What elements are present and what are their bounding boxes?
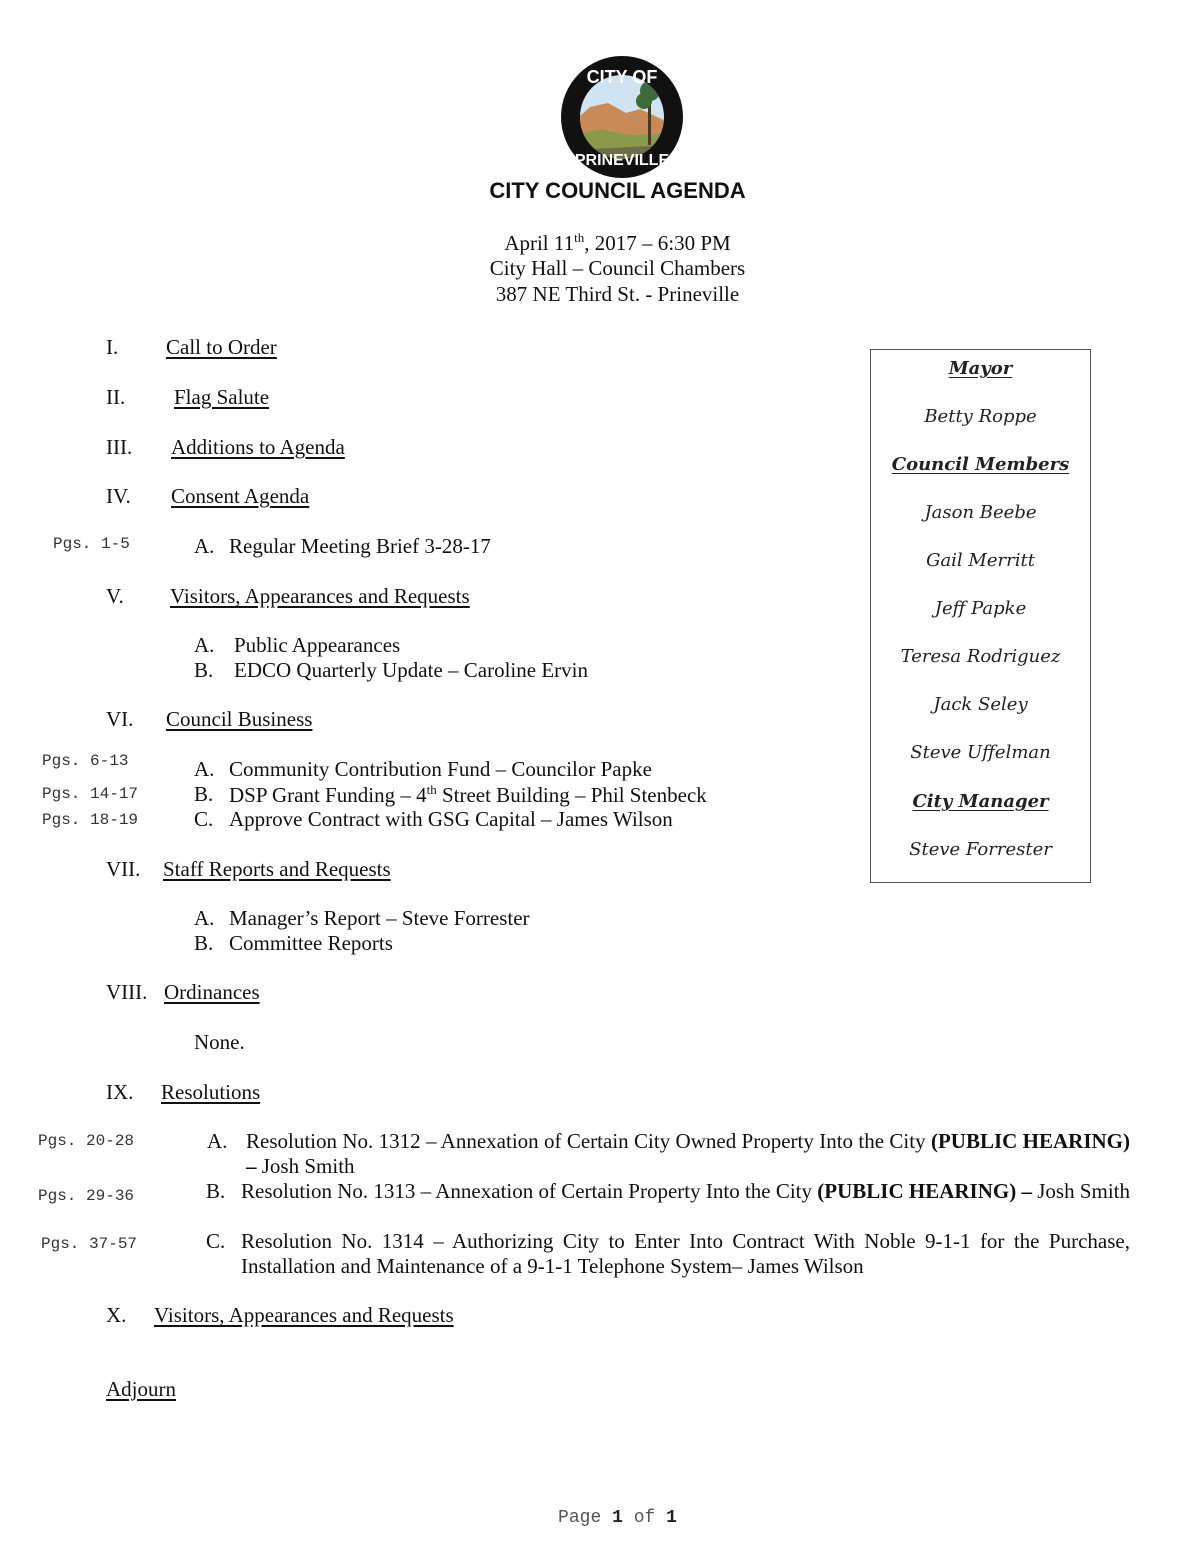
city-manager-heading: City Manager xyxy=(912,791,1049,812)
council-member: Jason Beebe xyxy=(924,502,1037,523)
council-member: Jeff Papke xyxy=(934,598,1027,619)
section-staff-reports: Staff Reports and Requests xyxy=(163,857,391,881)
council-member: Steve Uffelman xyxy=(910,742,1051,763)
item-letter: B. xyxy=(194,658,214,682)
section-flag-salute: Flag Salute xyxy=(174,385,270,409)
section-consent-agenda: Consent Agenda xyxy=(171,484,310,508)
resolution-1314: Resolution No. 1314 – Authorizing City to Enter Into Contract With Noble 9-1-1 for the Purchase, Installation and Maintenance of a 9-1-1 Telephone System– James Wilson xyxy=(241,1229,1130,1278)
page-reference: Pgs. 37-57 xyxy=(41,1235,138,1253)
page-reference: Pgs. 6-13 xyxy=(42,752,129,770)
section-council-business: Council Business xyxy=(166,707,313,731)
section-call-to-order: Call to Order xyxy=(166,335,277,359)
meeting-location: City Hall – Council Chambers xyxy=(489,256,746,280)
city-manager-name: Steve Forrester xyxy=(909,839,1052,860)
page-footer: Page 1 of 1 xyxy=(558,1508,677,1528)
section-number: VI. xyxy=(106,707,134,731)
section-visitors: Visitors, Appearances and Requests xyxy=(170,584,470,608)
section-number: I. xyxy=(106,335,119,359)
item-letter: A. xyxy=(207,1129,228,1153)
page-reference: Pgs. 14-17 xyxy=(42,785,139,803)
agenda-item: Public Appearances xyxy=(234,633,401,657)
item-letter: C. xyxy=(194,807,214,831)
item-letter: B. xyxy=(194,782,214,806)
item-letter: B. xyxy=(194,931,214,955)
page-reference: Pgs. 18-19 xyxy=(42,811,139,829)
section-ordinances: Ordinances xyxy=(164,980,260,1004)
item-letter: A. xyxy=(194,633,215,657)
section-number: II. xyxy=(106,385,126,409)
page-reference: Pgs. 1-5 xyxy=(53,535,130,553)
city-logo xyxy=(560,55,684,179)
mayor-name: Betty Roppe xyxy=(924,406,1037,427)
section-number: V. xyxy=(106,584,124,608)
section-number: VII. xyxy=(106,857,141,881)
page-title: CITY COUNCIL AGENDA xyxy=(489,178,746,203)
logo-bottom-text: PRINEVILLE xyxy=(574,152,670,169)
council-member: Jack Seley xyxy=(933,694,1028,715)
section-visitors-2: Visitors, Appearances and Requests xyxy=(154,1303,454,1327)
page-reference: Pgs. 29-36 xyxy=(38,1187,135,1205)
council-box xyxy=(870,349,1091,883)
agenda-item: Manager’s Report – Steve Forrester xyxy=(229,906,530,930)
section-number: X. xyxy=(106,1303,127,1327)
agenda-item: Community Contribution Fund – Councilor Papke xyxy=(229,757,652,781)
agenda-item: Regular Meeting Brief 3-28-17 xyxy=(229,534,491,558)
council-member: Teresa Rodriguez xyxy=(900,646,1061,667)
section-number: III. xyxy=(106,435,133,459)
adjourn: Adjourn xyxy=(106,1377,176,1401)
council-member: Gail Merritt xyxy=(926,550,1035,571)
agenda-item: Approve Contract with GSG Capital – James Wilson xyxy=(229,807,673,831)
item-letter: A. xyxy=(194,534,215,558)
mayor-heading: Mayor xyxy=(948,358,1013,379)
logo-top-text: CITY OF xyxy=(586,67,658,87)
agenda-item: Committee Reports xyxy=(229,931,393,955)
agenda-item: EDCO Quarterly Update – Caroline Ervin xyxy=(234,658,588,682)
page-reference: Pgs. 20-28 xyxy=(38,1132,135,1150)
section-resolutions: Resolutions xyxy=(161,1080,261,1104)
section-number: VIII. xyxy=(106,980,148,1004)
resolution-1313: Resolution No. 1313 – Annexation of Certain Property Into the City (PUBLIC HEARING) – Josh Smith xyxy=(241,1179,1130,1203)
item-letter: C. xyxy=(206,1229,226,1253)
council-members-heading: Council Members xyxy=(891,454,1070,475)
section-additions-to-agenda: Additions to Agenda xyxy=(171,435,345,459)
meeting-date: April 11th, 2017 – 6:30 PM xyxy=(504,230,731,255)
ordinances-none: None. xyxy=(194,1030,245,1054)
resolution-1312: Resolution No. 1312 – Annexation of Certain City Owned Property Into the City (PUBLIC HEARING) – Josh Smith xyxy=(246,1129,1130,1178)
section-number: IV. xyxy=(106,484,131,508)
agenda-item: DSP Grant Funding – 4th Street Building – Phil Stenbeck xyxy=(229,782,707,807)
section-number: IX. xyxy=(106,1080,134,1104)
item-letter: B. xyxy=(206,1179,226,1203)
meeting-address: 387 NE Third St. - Prineville xyxy=(495,282,740,306)
item-letter: A. xyxy=(194,757,215,781)
item-letter: A. xyxy=(194,906,215,930)
